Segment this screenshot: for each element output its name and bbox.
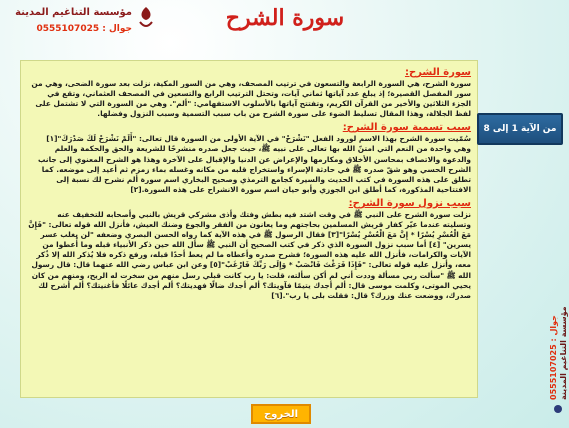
page-title: سورة الشرح (225, 5, 345, 31)
vertical-phone: جوال : 0555107025 (549, 315, 558, 400)
section-body-revelation: نزلت سورة الشرح على النبي ﷺ في وقت اشتد فيه بطش وفتك وأذى مشركي قريش بالنبي وأصحابه للتخفيف عنه وتسليته عندما عيّر كفار قريش المسلمين بحاجتهم وما يعانون من الفقر والجوع وضنك العيش، فأنزل الله قوله تعالى: "فَإِنَّ مَعَ الْعُسْرِ يُسْرًا * إِنَّ مَعَ الْعُسْرِ يُسْرًا"[٣] فقال الرسول ﷺ في هذه الآية كما رواه الحسن البصري وضعفه "لن يغلب عسر يسرين" [٤] أما سبب نزول السورة الذي ذكر في كتب الصحيح أن النبي ﷺ سأل الله حين ذكر الأنبياء قبله وما أُعطوا من الآيات والكرامات، فأنزل الله عليه هذه السورة؛ فشرح صدره وأعطاه ما لم يعط أحدًا قبله، ورفع ذكره فلا يُذكر الله إلا ذُكر معه، وأنزل عليه قوله تعالى: "فَإِذَا فَرَغْتَ فَانْصَبْ * وَإِلَى رَبِّكَ فَارْغَبْ"[٥] وعن ابن عباس رضي الله عنهما قال: قال رسول الله ﷺ "سألت ربي مسألة وددت أني لم أكن سألته، قلت: يا رب كانت قبلي رسل منهم من سخرت له الريح، ومنهم من كان يحيي الموتى، وكلمت موسى قال: ألم أجدك يتيمًا فآويتك؟ ألم أجدك ضالًا فهديتك؟ ألم أجدك عائلًا فأغنيتك؟ ألم أشرح لك صدرك، ووضعت عنك وزرك؟ قال: فقلت بلى يا رب".[٦] (28, 209, 471, 300)
content-panel[interactable] (20, 60, 478, 398)
section-heading-naming: سبب تسمية سورة الشرح: (342, 122, 471, 134)
section-body-naming: سُمّيت سورة الشرح بهذا الاسم لورود الفعل "نَشْرَحْ" في الآية الأولى من السورة قال تعالى: "أَلَمْ نَشْرَحْ لَكَ صَدْرَكَ"[١] وهي واحدة من النعم التي امتنّ الله بها تعالى على نبيه ﷺ، حيث جعل صدره منشرحًا للشريعة والحق والحكمة والعلم والدعوة والاتصاف بمحاسن الأخلاق ومكارمها والإعراض عن الدنيا والإقبال على الآخرة وهذا هو الشرح المعنوي إلى جانب الشرح الحسي وهو شقّ صدره ﷺ في حادثة الإسراء واستخراج قلبه من مكانه وغسله بماء زمزم ثم أعيد إلى موضعه. كما تطلق على هذه السورة في كتب الحديث والسيرة كجامع الترمذي وصحيح البخاري اسم سورة ألم نشرح لك نسبة إلى الافتتاحية المذكورة، كما أطلق ابن الجوزي وأبو حيان اسم سورة الانشراح على هذه السورة.[٢] (37, 134, 471, 194)
vertical-org-name: مؤسسة التناغيم المدينة (559, 306, 568, 400)
logo-mark-icon (136, 6, 156, 30)
section-heading-intro: سورة الشرح: (404, 67, 471, 78)
org-name: مؤسسة التناغيم المدينة (15, 7, 132, 18)
vertical-contact (545, 290, 568, 400)
section-heading-revelation: سبب نزول سورة الشرح: (348, 197, 471, 209)
exit-button[interactable]: الخروج (251, 404, 311, 424)
corner-dot-icon (554, 405, 562, 413)
ayah-range-badge[interactable]: من الآية 1 إلى 8 (477, 113, 563, 145)
section-body-intro: سورة الشرح، هي السورة الرابعة والتسعون في ترتيب المصحف، وهي من السور المكية، نزلت بعد سورة الضحى، وهي من سور المفصل القصيرة؛ إذ يبلغ عدد آياتها ثماني آيات، وتحتل الترتيب الرابع والتسعين في المصحف العثماني، وتقع في الجزء الثلاثين والأخير من القرآن الكريم، وتفتتح آياتها بالأسلوب الاستفهامي: "ألم". وهي من السورة التي لا تشتمل على لفظ الجلالة، وهذا المقال تسليط الضوء على سورة الشرح من باب سبب التسمية وسبب النزول وفضلها. (31, 79, 471, 119)
org-phone: جوال : 0555107025 (36, 24, 132, 34)
org-logo (6, 4, 156, 44)
